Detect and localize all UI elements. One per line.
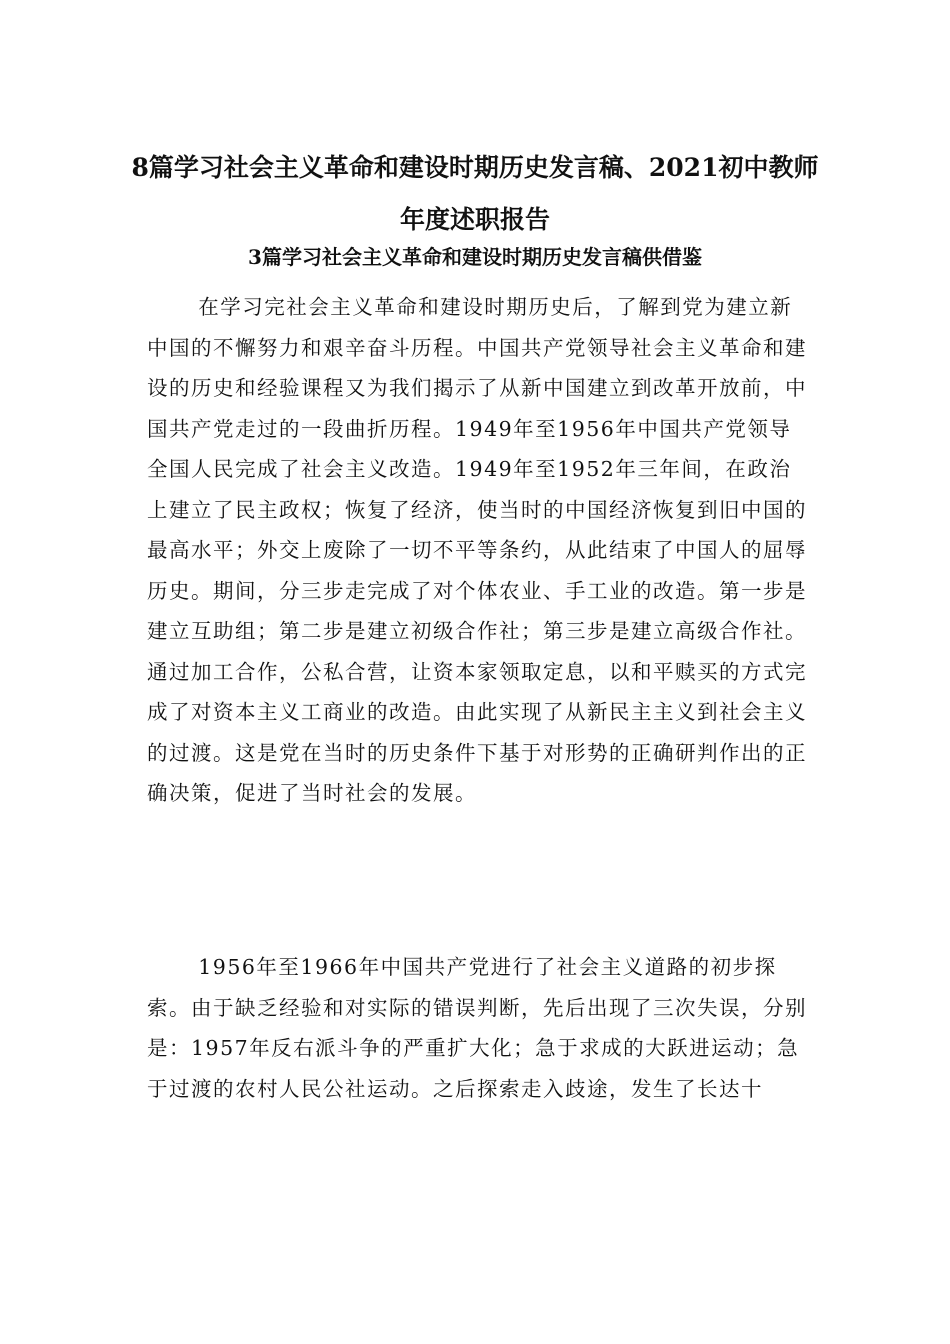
body-paragraph-2: 1956年至1966年中国共产党进行了社会主义道路的初步探索。由于缺乏经验和对实际的错误判断，先后出现了三次失误，分别是：1957年反右派斗争的严重扩大化；急于求成的大跃进运动；急于过渡的农村人民公社运动。之后探索走入歧途，发生了长达十: [147, 955, 807, 1101]
document-subtitle: 3篇学习社会主义革命和建设时期历史发言稿供借鉴: [248, 245, 702, 269]
body-paragraph-1: 在学习完社会主义革命和建设时期历史后，了解到党为建立新中国的不懈努力和艰辛奋斗历程。中国共产党领导社会主义革命和建设的历史和经验课程又为我们揭示了从新中国建立到改革开放前，中国共产党走过的一段曲折历程。1949年至1956年中国共产党领导全国人民完成了社会主义改造。1949年至1952年三年间，在政治上建立了民主政权；恢复了经济，使当时的中国经济恢复到旧中国的最高水平；外交上废除了一切不平等条约，从此结束了中国人的屈辱历史。期间，分三步走完成了对个体农业、手工业的改造。第一步是建立互助组；第二步是建立初级合作社；第三步是建立高级合作社。通过加工合作，公私合营，让资本家领取定息，以和平赎买的方式完成了对资本主义工商业的改造。由此实现了从新民主主义到社会主义的过渡。这是党在当时的历史条件下基于对形势的正确研判作出的正确决策，促进了当时社会的发展。: [147, 295, 807, 805]
document-title: 8篇学习社会主义革命和建设时期历史发言稿、2021初中教师年度述职报告: [131, 153, 819, 234]
